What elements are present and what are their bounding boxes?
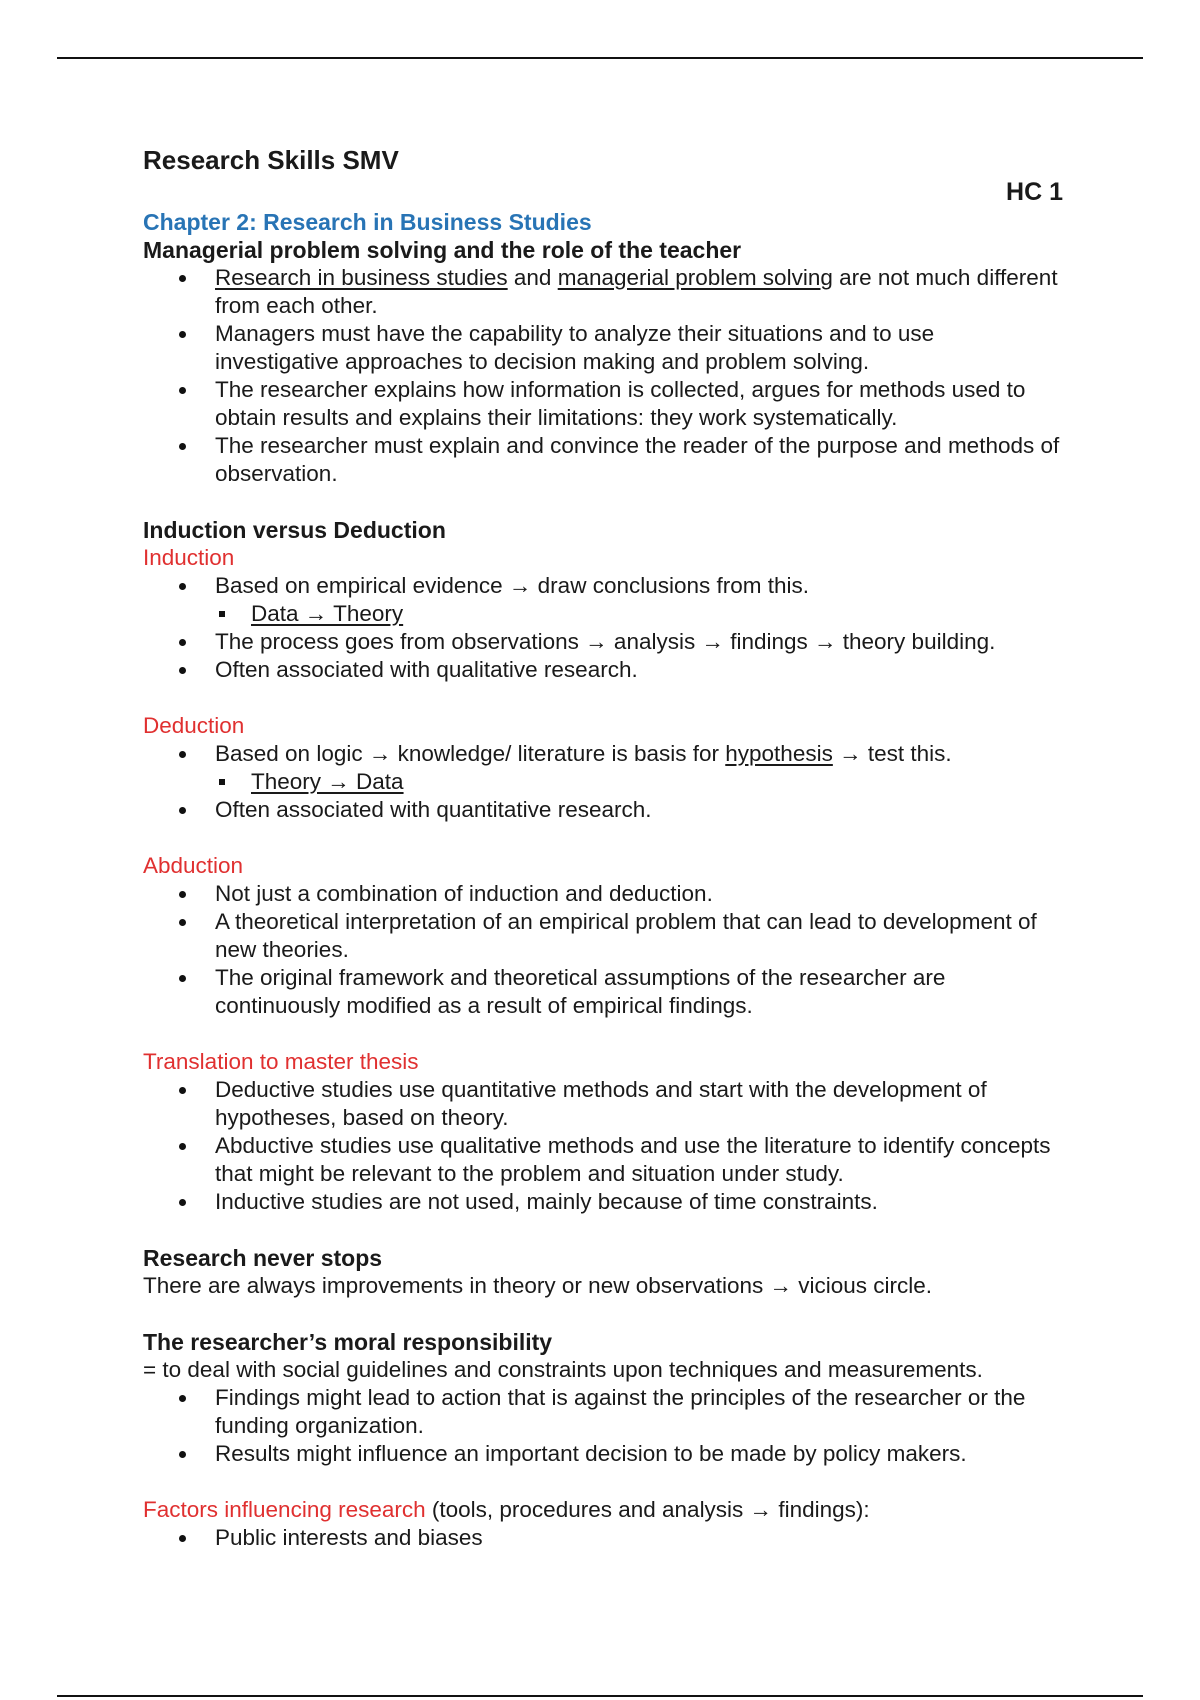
induction-list bbox=[143, 572, 1063, 684]
bottom-rule bbox=[57, 1695, 1143, 1697]
deduction-sublist bbox=[215, 768, 1063, 796]
induction-label: Induction bbox=[143, 545, 235, 570]
factors-rest: (tools, procedures and analysis → findings): bbox=[425, 1497, 870, 1522]
list-item: A theoretical interpretation of an empirical problem that can lead to development of new theories. bbox=[215, 908, 1063, 964]
text-fragment: and bbox=[507, 265, 558, 290]
document-page bbox=[143, 142, 1063, 1552]
list-item: The process goes from observations → analysis → findings → theory building. bbox=[215, 628, 1063, 656]
deduction-label: Deduction bbox=[143, 713, 245, 738]
sub-list-item bbox=[251, 768, 1063, 796]
top-rule bbox=[57, 57, 1143, 59]
theory-data-term: Theory → Data bbox=[251, 769, 404, 794]
moral-list bbox=[143, 1384, 1063, 1468]
deduction-list bbox=[143, 740, 1063, 824]
list-item: The researcher explains how information is collected, argues for methods used to obtain results and explains their limitations: they work systematically. bbox=[215, 376, 1063, 432]
text-fragment: are not much different from each other. bbox=[215, 265, 1058, 318]
sub-list-item bbox=[251, 600, 1063, 628]
text-fragment: → test this. bbox=[832, 741, 952, 766]
translation-label: Translation to master thesis bbox=[143, 1049, 419, 1074]
term-hypothesis: hypothesis bbox=[725, 741, 833, 766]
managerial-heading: Managerial problem solving and the role of the teacher bbox=[143, 237, 742, 263]
moral-definition: = to deal with social guidelines and constraints upon techniques and measurements. bbox=[143, 1357, 983, 1382]
never-stops-text: There are always improvements in theory or new observations → vicious circle. bbox=[143, 1273, 933, 1298]
list-item: The researcher must explain and convince the reader of the purpose and methods of observation. bbox=[215, 432, 1063, 488]
list-item bbox=[215, 740, 1063, 796]
list-item: Abductive studies use qualitative methods and use the literature to identify concepts that might be relevant to the problem and situation under study. bbox=[215, 1132, 1063, 1188]
list-item bbox=[215, 572, 1063, 628]
chapter-heading: Chapter 2: Research in Business Studies bbox=[143, 209, 592, 235]
translation-list bbox=[143, 1076, 1063, 1216]
factors-line bbox=[143, 1496, 1063, 1524]
list-item: Managers must have the capability to analyze their situations and to use investigative approaches to decision making and problem solving. bbox=[215, 320, 1063, 376]
term-managerial-problem-solving: managerial problem solving bbox=[557, 265, 833, 290]
list-item: Findings might lead to action that is against the principles of the researcher or the funding organization. bbox=[215, 1384, 1063, 1440]
never-stops-heading: Research never stops bbox=[143, 1245, 383, 1271]
list-item: Often associated with qualitative research. bbox=[215, 656, 1063, 684]
list-item: Deductive studies use quantitative methods and start with the development of hypotheses, based on theory. bbox=[215, 1076, 1063, 1132]
induction-deduction-heading: Induction versus Deduction bbox=[143, 517, 446, 543]
factors-label: Factors influencing research bbox=[143, 1497, 426, 1522]
list-item: Public interests and biases bbox=[215, 1524, 1063, 1552]
abduction-list bbox=[143, 880, 1063, 1020]
list-item bbox=[215, 264, 1063, 320]
document-title: Research Skills SMV bbox=[143, 145, 399, 175]
text-fragment: Based on logic → knowledge/ literature is basis for bbox=[215, 741, 726, 766]
list-item: Not just a combination of induction and deduction. bbox=[215, 880, 1063, 908]
list-item: Inductive studies are not used, mainly because of time constraints. bbox=[215, 1188, 1063, 1216]
list-item: The original framework and theoretical assumptions of the researcher are continuously modified as a result of empirical findings. bbox=[215, 964, 1063, 1020]
moral-heading: The researcher’s moral responsibility bbox=[143, 1329, 553, 1355]
data-theory-term: Data → Theory bbox=[251, 601, 404, 626]
course-code: HC 1 bbox=[1006, 178, 1063, 206]
list-item: Results might influence an important decision to be made by policy makers. bbox=[215, 1440, 1063, 1468]
abduction-label: Abduction bbox=[143, 853, 244, 878]
list-item: Often associated with quantitative research. bbox=[215, 796, 1063, 824]
text-fragment: Based on empirical evidence → draw conclusions from this. bbox=[215, 573, 810, 598]
factors-list bbox=[143, 1524, 1063, 1552]
term-research-business: Research in business studies bbox=[215, 265, 508, 290]
managerial-list bbox=[143, 264, 1063, 488]
induction-sublist bbox=[215, 600, 1063, 628]
